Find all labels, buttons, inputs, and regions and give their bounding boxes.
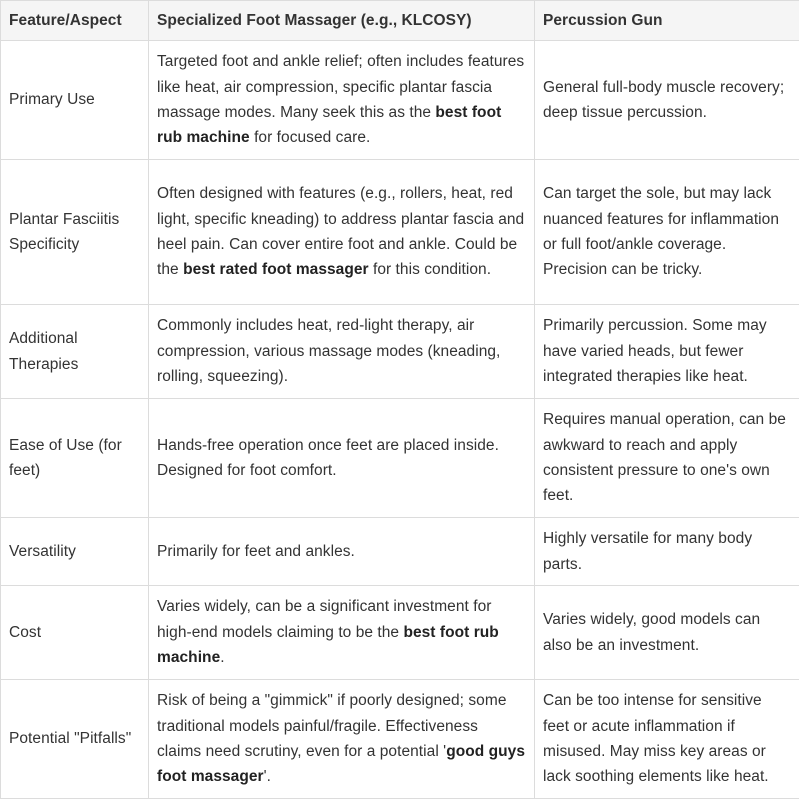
massager-cell: Hands-free operation once feet are placed inside. Designed for foot comfort. [149,399,535,518]
feature-cell: Ease of Use (for feet) [1,399,149,518]
header-percussion-gun: Percussion Gun [535,1,799,41]
table-row [1,41,799,160]
table-row [1,160,799,305]
cell-text: Risk of being a "gimmick" if poorly designed; some traditional models painful/fragile. Effectiveness claims need scrutiny, even for a potential ' [157,692,507,760]
feature-cell: Plantar Fasciitis Specificity [1,160,149,305]
table-row [1,680,799,799]
cell-text: for focused care. [250,129,371,146]
gun-cell: Requires manual operation, can be awkward to reach and apply consistent pressure to one's own feet. [535,399,799,518]
cell-text: Targeted foot and ankle relief; often includes features like heat, air compression, specific plantar fascia massage modes. Many seek this as the [157,53,524,121]
gun-cell: Primarily percussion. Some may have varied heads, but fewer integrated therapies like heat. [535,305,799,399]
gun-cell: Can be too intense for sensitive feet or acute inflammation if misused. May miss key areas or lack soothing elements like heat. [535,680,799,799]
cell-text: Varies widely, can be a significant investment for high-end models claiming to be the [157,598,491,640]
cell-text: for this condition. [369,261,491,278]
feature-cell: Primary Use [1,41,149,160]
gun-cell: General full-body muscle recovery; deep tissue percussion. [535,41,799,160]
table-row [1,518,799,586]
massager-cell: Primarily for feet and ankles. [149,518,535,586]
cell-bold-keyword: best rated foot massager [183,261,369,278]
cell-bold-keyword: best foot rub machine [157,624,499,666]
feature-cell: Cost [1,586,149,680]
table-row [1,586,799,680]
massager-cell [149,160,535,305]
feature-cell: Potential "Pitfalls" [1,680,149,799]
gun-cell: Varies widely, good models can also be an investment. [535,586,799,680]
gun-cell: Highly versatile for many body parts. [535,518,799,586]
massager-cell [149,586,535,680]
massager-cell [149,41,535,160]
cell-text: . [220,649,224,666]
gun-cell: Can target the sole, but may lack nuanced features for inflammation or full foot/ankle coverage. Precision can be tricky. [535,160,799,305]
cell-text: Often designed with features (e.g., rollers, heat, red light, specific kneading) to address plantar fascia and heel pain. Can cover entire foot and ankle. Could be the [157,185,524,278]
table-row [1,305,799,399]
table-row [1,399,799,518]
cell-text: '. [264,768,271,785]
header-specialized-foot-massager: Specialized Foot Massager (e.g., KLCOSY) [149,1,535,41]
massager-cell: Commonly includes heat, red-light therapy, air compression, various massage modes (kneading, rolling, squeezing). [149,305,535,399]
cell-bold-keyword: good guys foot massager [157,743,525,785]
cell-bold-keyword: best foot rub machine [157,104,501,146]
feature-cell: Versatility [1,518,149,586]
massager-cell [149,680,535,799]
header-feature-aspect: Feature/Aspect [1,1,149,41]
table-header-row [1,1,799,41]
feature-cell: Additional Therapies [1,305,149,399]
